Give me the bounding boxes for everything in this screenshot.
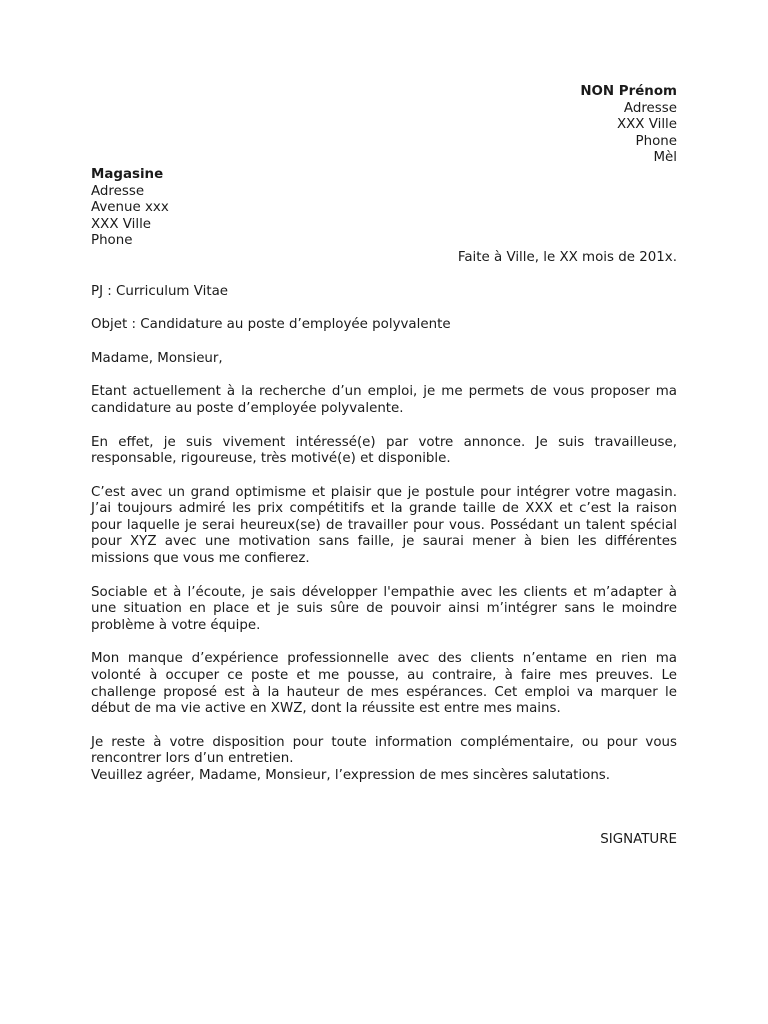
paragraph-1: Etant actuellement à la recherche d’un emploi, je me permets de vous proposer ma candidature au poste d’employée polyvalente. <box>91 384 677 416</box>
recipient-phone: Phone <box>91 233 133 249</box>
paragraph-2: En effet, je suis vivement intéressé(e) par votre annonce. Je suis travailleuse, responsable, rigoureuse, très motivé(e) et disponible. <box>91 434 677 467</box>
date-text: Faite à Ville, le XX mois de 201x. <box>457 249 677 265</box>
signature-block <box>91 832 677 849</box>
sender-block <box>91 84 677 167</box>
recipient-block <box>91 167 677 250</box>
paragraph-4: Sociable et à l’écoute, je sais développer l'empathie avec les clients et m’adapter à une situation en place et je suis sûre de pouvoir ainsi m’intégrer sans le moindre problème à votre équipe. <box>91 584 677 633</box>
attachment-text: PJ : Curriculum Vitae <box>91 283 229 299</box>
sender-city: XXX Ville <box>616 117 677 133</box>
signature-text: SIGNATURE <box>600 831 677 847</box>
closing-paragraph: Veuillez agréer, Madame, Monsieur, l’expression de mes sincères salutations. <box>91 768 611 783</box>
attachment-line <box>91 284 677 301</box>
recipient-address: Adresse <box>91 183 145 199</box>
sender-name: NON Prénom <box>580 84 677 99</box>
subject-text: Objet : Candidature au poste d’employée polyvalente <box>91 317 451 333</box>
recipient-street: Avenue xxx <box>91 200 169 216</box>
paragraph-5: Mon manque d’expérience professionnelle avec des clients n’entame en rien ma volonté à occuper ce poste et me pousse, au contraire, à faire mes preuves. Le challenge proposé est à la hauteur de mes espérances. Cet emploi va marquer le début de ma vie active en XWZ, dont la réussite est entre mes mains. <box>91 651 677 717</box>
salutation-text: Madame, Monsieur, <box>91 350 223 366</box>
recipient-city: XXX Ville <box>91 216 152 232</box>
paragraph-3: C’est avec un grand optimisme et plaisir que je postule pour intégrer votre magasin. J’ai toujours admiré les prix compétitifs et la grande taille de XXX et c’est la raison pour laquelle je serai heureux(se) de travailler pour vous. Possédant un talent spécial pour XYZ avec une motivation sans faille, je saurai mener à bien les différentes missions que vous me confierez. <box>91 484 677 567</box>
letter-page <box>91 84 677 848</box>
salutation-line <box>91 351 677 368</box>
sender-email: Mèl <box>653 150 677 166</box>
paragraph-6: Je reste à votre disposition pour toute information complémentaire, ou pour vous rencontrer lors d’un entretien. <box>91 734 677 767</box>
sender-address: Adresse <box>623 100 677 116</box>
sender-phone: Phone <box>635 133 677 149</box>
subject-line <box>91 317 677 334</box>
recipient-name: Magasine <box>91 166 164 182</box>
date-line <box>91 250 677 267</box>
